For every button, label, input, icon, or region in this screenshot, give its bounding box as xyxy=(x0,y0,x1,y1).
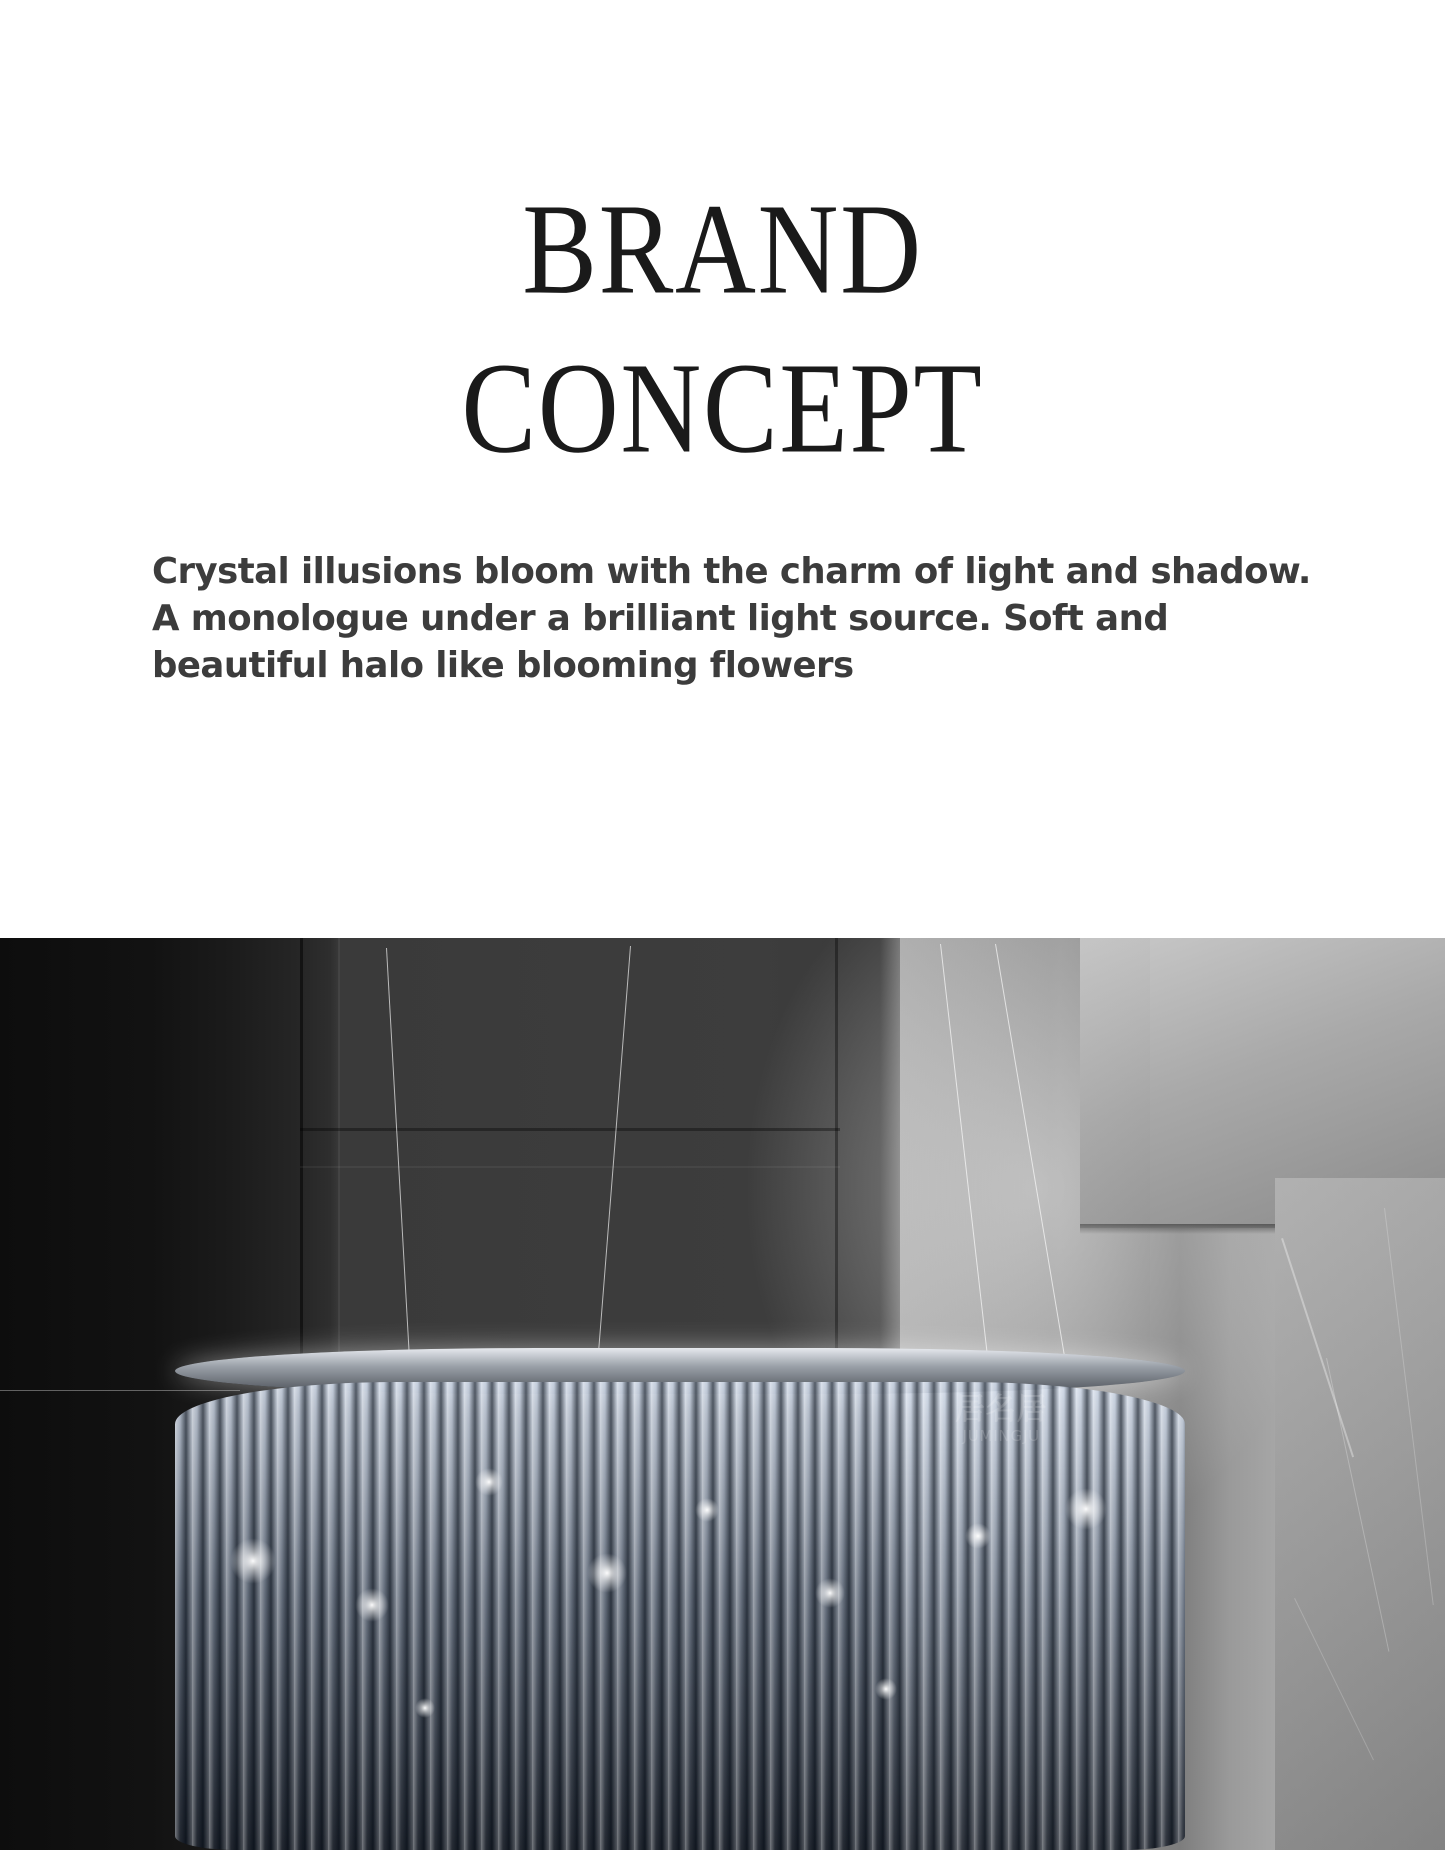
crystal-sparkle xyxy=(965,1523,991,1549)
marble-vein xyxy=(1326,1358,1389,1652)
crystal-chandelier xyxy=(175,1348,1185,1850)
crystal-sparkle xyxy=(815,1578,845,1608)
crystal-sparkle xyxy=(1065,1488,1107,1530)
marble-vein xyxy=(1384,1208,1434,1605)
crystal-sparkle xyxy=(587,1553,627,1593)
product-photo xyxy=(0,938,1445,1850)
cabinet-seam xyxy=(300,1128,840,1131)
crystal-sparkle xyxy=(415,1698,435,1718)
crystal-sparkle xyxy=(475,1468,503,1496)
marble-vein xyxy=(1281,1238,1354,1457)
crystal-sparkle xyxy=(230,1538,276,1584)
page-title-line-1: BRAND xyxy=(522,177,923,322)
crystal-sparkle xyxy=(875,1678,897,1700)
cabinet-seam xyxy=(300,1166,840,1168)
marble-panel xyxy=(1275,1178,1445,1850)
page-title-line-2: CONCEPT xyxy=(461,336,984,481)
crystal-sparkle xyxy=(695,1498,719,1522)
marble-vein xyxy=(1294,1598,1374,1760)
page-title xyxy=(0,177,1445,481)
crystal-sparkle xyxy=(355,1588,389,1622)
chandelier-crystal-curtain xyxy=(175,1382,1185,1850)
concept-paragraph: Crystal illusions bloom with the charm of light and shadow. A monologue under a brilliant light source. Soft and beautiful halo like blooming flowers xyxy=(152,551,1311,687)
